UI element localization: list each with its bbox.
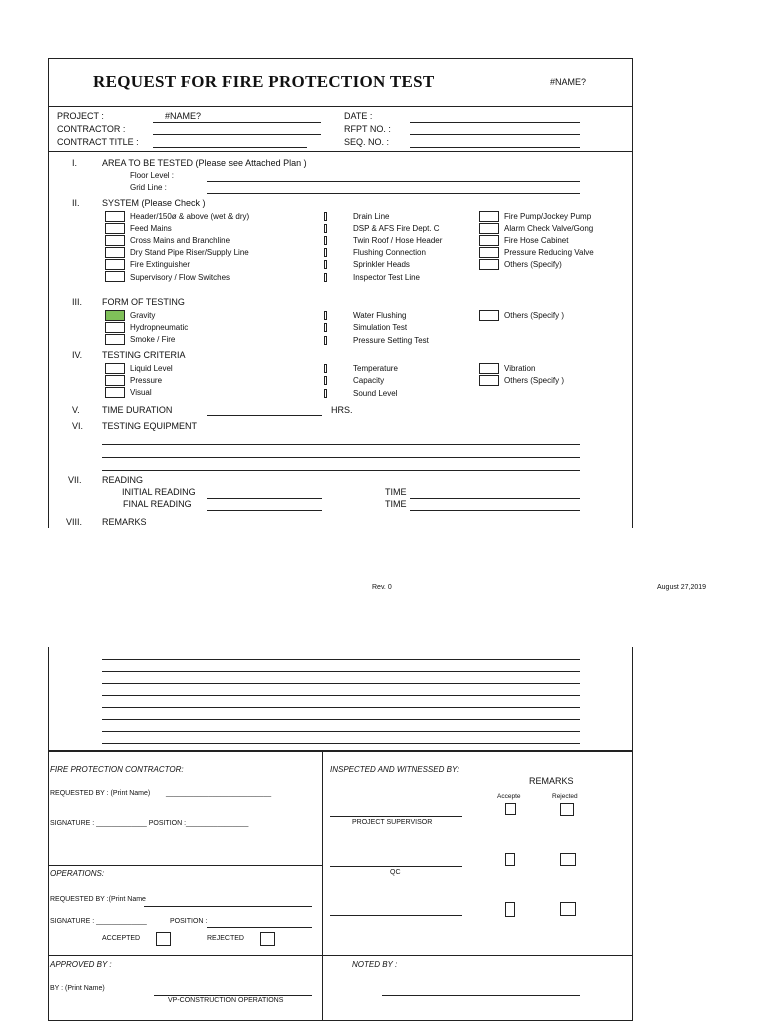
remarks-line-8[interactable] (102, 743, 580, 744)
seq-label: SEQ. NO. : (344, 137, 390, 147)
checkbox-cross-mains[interactable] (105, 235, 125, 246)
system-item: Fire Pump/Jockey Pump (504, 212, 592, 221)
equipment-line-3[interactable] (102, 470, 580, 471)
grid-line-field[interactable] (207, 193, 580, 194)
section-title-testing-criteria: TESTING CRITERIA (102, 350, 186, 360)
fpc-requested-by: REQUESTED BY : (Print Name) (50, 790, 151, 797)
third-rejected-checkbox[interactable] (560, 902, 576, 916)
form-frame-bottom (48, 647, 633, 1021)
section-num-6: VI. (72, 421, 84, 431)
system-item: Others (Specify) (504, 260, 562, 269)
system-item: Twin Roof / Hose Header (353, 236, 443, 245)
supervisor-sign-line[interactable] (330, 816, 462, 817)
system-item: Flushing Connection (353, 248, 426, 257)
criteria-item: Temperature (353, 364, 398, 373)
checkbox-fire-hose-cabinet[interactable] (479, 235, 499, 246)
criteria-item: Sound Level (353, 389, 398, 398)
initial-reading-label: INITIAL READING (122, 487, 196, 497)
floor-level-label: Floor Level : (130, 171, 175, 180)
qc-accepted-checkbox[interactable] (505, 853, 515, 866)
approved-sign-line[interactable] (154, 995, 312, 996)
remarks-line-3[interactable] (102, 683, 580, 684)
system-item: DSP & AFS Fire Dept. C (353, 224, 440, 233)
checkbox-dry-stand-pipe[interactable] (105, 247, 125, 258)
contract-title-field[interactable] (153, 147, 307, 148)
system-item: Drain Line (353, 212, 390, 221)
form-bottom-border (48, 1020, 633, 1021)
operations-title: OPERATIONS: (50, 869, 105, 878)
approved-by-label: APPROVED BY : (50, 960, 112, 969)
revision-date: August 27,2019 (657, 584, 707, 591)
supervisor-accepted-checkbox[interactable] (505, 803, 516, 815)
system-item: Header/150ø & above (wet & dry) (130, 212, 250, 221)
checkbox-twin-roof[interactable] (324, 236, 327, 245)
ops-accepted-checkbox[interactable] (156, 932, 171, 946)
section-num-1: I. (72, 158, 78, 168)
project-field[interactable] (153, 122, 321, 123)
signoff-divider (48, 750, 633, 752)
checkbox-system-others[interactable] (479, 259, 499, 270)
criteria-item: Pressure (130, 376, 163, 385)
checkbox-pressure-reducing-valve[interactable] (479, 247, 499, 258)
ops-requested-field[interactable] (144, 906, 312, 907)
section-num-4: IV. (72, 350, 83, 360)
checkbox-hydropneumatic[interactable] (105, 322, 125, 333)
system-item: Sprinkler Heads (353, 260, 410, 269)
checkbox-fire-pump[interactable] (479, 211, 499, 222)
section-title-system: SYSTEM (Please Check ) (102, 198, 206, 208)
remarks-line-2[interactable] (102, 671, 580, 672)
checkbox-smoke-fire[interactable] (105, 334, 125, 345)
checkbox-capacity[interactable] (324, 376, 327, 385)
checkbox-feed-mains[interactable] (105, 223, 125, 234)
testing-item: Pressure Setting Test (353, 336, 429, 345)
noted-by-label: NOTED BY : (352, 960, 398, 969)
checkbox-simulation-test[interactable] (324, 323, 327, 332)
grid-line-label: Grid Line : (130, 183, 167, 192)
section-num-8: VIII. (66, 517, 83, 527)
system-item: Dry Stand Pipe Riser/Supply Line (130, 248, 249, 257)
checkbox-temperature[interactable] (324, 364, 327, 373)
ops-position-label: POSITION : (170, 918, 208, 925)
testing-item: Smoke / Fire (130, 335, 176, 344)
checkbox-pressure[interactable] (105, 375, 125, 386)
checkbox-alarm-check-valve[interactable] (479, 223, 499, 234)
floor-level-field[interactable] (207, 181, 580, 182)
checkbox-supervisory[interactable] (105, 271, 125, 282)
rfpt-field[interactable] (410, 134, 580, 135)
signoff-column-divider (322, 751, 323, 1021)
section-num-7: VII. (68, 475, 82, 485)
final-reading-field[interactable] (207, 510, 322, 511)
initial-time-field[interactable] (410, 498, 580, 499)
accepted-header: Accepte (497, 793, 521, 800)
third-sign-line[interactable] (330, 915, 462, 916)
seq-field[interactable] (410, 147, 580, 148)
remarks-line-5[interactable] (102, 707, 580, 708)
testing-item: Others (Specify ) (504, 311, 565, 320)
section-title-testing-equipment: TESTING EQUIPMENT (102, 421, 198, 431)
remarks-line-7[interactable] (102, 731, 580, 732)
fpc-signature-position[interactable]: SIGNATURE : _____________ POSITION :________________ (50, 820, 249, 827)
info-divider (48, 151, 633, 152)
section-num-3: III. (72, 297, 83, 307)
system-item: Inspector Test Line (353, 273, 421, 282)
name-ref: #NAME? (550, 77, 587, 87)
checkbox-inspector-test-line[interactable] (324, 273, 327, 282)
supervisor-rejected-checkbox[interactable] (560, 803, 574, 816)
fpc-title: FIRE PROTECTION CONTRACTOR: (50, 765, 184, 774)
criteria-item: Vibration (504, 364, 536, 373)
system-item: Alarm Check Valve/Gong (504, 224, 594, 233)
rejected-header: Rejected (552, 793, 578, 800)
inspected-title: INSPECTED AND WITNESSED BY: (330, 765, 460, 774)
checkbox-testing-others[interactable] (479, 310, 499, 321)
section-title-form-of-testing: FORM OF TESTING (102, 297, 185, 307)
checkbox-header[interactable] (105, 211, 125, 222)
final-reading-label: FINAL READING (123, 499, 192, 509)
testing-item: Hydropneumatic (130, 323, 189, 332)
checkbox-criteria-others[interactable] (479, 375, 499, 386)
date-field[interactable] (410, 122, 580, 123)
checkbox-visual[interactable] (105, 387, 125, 398)
ops-rejected-checkbox[interactable] (260, 932, 275, 946)
criteria-item: Others (Specify ) (504, 376, 565, 385)
hrs-label: HRS. (331, 405, 353, 415)
remarks-line-4[interactable] (102, 695, 580, 696)
initial-reading-field[interactable] (207, 498, 322, 499)
vp-construction-label: VP-CONSTRUCTION OPERATIONS (168, 997, 284, 1004)
qc-sign-line[interactable] (330, 866, 462, 867)
system-item: Fire Hose Cabinet (504, 236, 569, 245)
system-item: Supervisory / Flow Switches (130, 273, 231, 282)
checkbox-vibration[interactable] (479, 363, 499, 374)
checkbox-gravity[interactable] (105, 310, 125, 321)
ops-rejected-label: REJECTED (207, 935, 244, 942)
checkbox-fire-extinguisher[interactable] (105, 259, 125, 270)
remarks-line-6[interactable] (102, 719, 580, 720)
checkbox-water-flushing[interactable] (324, 311, 327, 320)
checkbox-dsp-afs[interactable] (324, 224, 327, 233)
criteria-item: Liquid Level (130, 364, 173, 373)
fpc-requested-field[interactable]: ___________________________ (166, 790, 272, 797)
contractor-field[interactable] (153, 134, 321, 135)
third-accepted-checkbox[interactable] (505, 902, 515, 917)
title-divider (48, 106, 633, 107)
section-num-5: V. (72, 405, 80, 415)
ops-position-field[interactable] (207, 927, 312, 928)
section-num-2: II. (72, 198, 80, 208)
system-item: Feed Mains (130, 224, 172, 233)
form-title: REQUEST FOR FIRE PROTECTION TEST (93, 72, 435, 91)
contract-title-label: CONTRACT TITLE : (57, 137, 139, 147)
checkbox-sprinkler-heads[interactable] (324, 260, 327, 269)
criteria-item: Visual (130, 388, 152, 397)
revision-label: Rev. 0 (372, 584, 392, 591)
section-title-remarks: REMARKS (102, 517, 147, 527)
equipment-line-1[interactable] (102, 444, 580, 445)
ops-requested-by: REQUESTED BY :(Print Name (50, 896, 146, 903)
ops-signature[interactable]: SIGNATURE : _____________ (50, 918, 147, 925)
testing-item: Water Flushing (353, 311, 407, 320)
noted-sign-line[interactable] (382, 995, 580, 996)
testing-item: Simulation Test (353, 323, 408, 332)
section-title-area: AREA TO BE TESTED (Please see Attached Plan ) (102, 158, 307, 168)
time-duration-field[interactable] (207, 415, 322, 416)
checkbox-drain-line[interactable] (324, 212, 327, 221)
remarks-line-1[interactable] (102, 659, 580, 660)
project-value: #NAME? (165, 111, 202, 121)
remarks-header: REMARKS (529, 776, 574, 786)
checkbox-pressure-setting-test[interactable] (324, 336, 327, 345)
section-title-time-duration: TIME DURATION (102, 405, 173, 415)
checkbox-liquid-level[interactable] (105, 363, 125, 374)
project-supervisor-label: PROJECT SUPERVISOR (352, 819, 433, 826)
system-item: Cross Mains and Branchline (130, 236, 231, 245)
section-title-reading: READING (102, 475, 144, 485)
final-time-field[interactable] (410, 510, 580, 511)
ops-accepted-label: ACCEPTED (102, 935, 141, 942)
system-item: Fire Extinguisher (130, 260, 191, 269)
contractor-label: CONTRACTOR : (57, 124, 126, 134)
project-label: PROJECT : (57, 111, 104, 121)
testing-item: Gravity (130, 311, 156, 320)
initial-time-label: TIME (385, 487, 407, 497)
qc-label: QC (390, 869, 401, 876)
criteria-item: Capacity (353, 376, 385, 385)
final-time-label: TIME (385, 499, 407, 509)
equipment-line-2[interactable] (102, 457, 580, 458)
approval-divider (48, 955, 633, 956)
operations-divider (48, 865, 322, 866)
system-item: Pressure Reducing Valve (504, 248, 594, 257)
qc-rejected-checkbox[interactable] (560, 853, 576, 866)
rfpt-label: RFPT NO. : (344, 124, 391, 134)
by-print-name-label: BY : (Print Name) (50, 985, 105, 992)
checkbox-sound-level[interactable] (324, 389, 327, 398)
date-label: DATE : (344, 111, 373, 121)
checkbox-flushing-connection[interactable] (324, 248, 327, 257)
